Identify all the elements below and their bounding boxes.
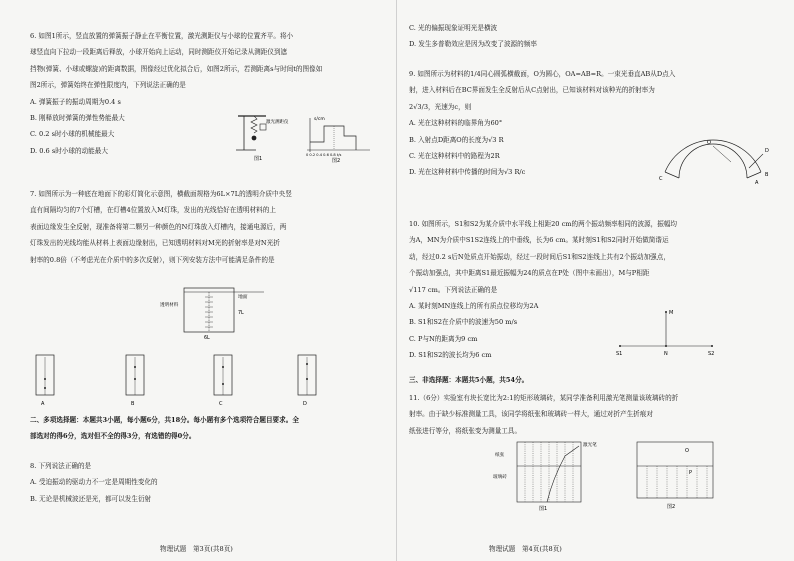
- q7-options: [30, 353, 360, 408]
- q11-figures: [487, 438, 757, 513]
- q9-option: A. 光在这种材料的临界角为60°: [409, 119, 503, 128]
- q10-line: 为A，MN为介质中S1S2连线上的中垂线，长为6 cm。某时刻S1和S2同时开始做简谐运: [409, 236, 669, 245]
- q9-line: 射，进入材料后在BC界面发生全反射后从C点射出，已知该材料对该种光的折射率为: [409, 86, 655, 95]
- q7-option-figures: [30, 353, 360, 409]
- right-page-footer: 物理试题 第4页(共8页): [489, 545, 562, 553]
- q7-option-c-label: C: [219, 401, 223, 407]
- q10-line: √117 cm。下列说法正确的是: [409, 285, 498, 294]
- q11-caption-2: 图2: [667, 504, 676, 510]
- q9-label-o: O: [707, 140, 711, 146]
- q9-option: D. 光在这种材料中传播的时间为√3 R/c: [409, 168, 526, 177]
- q10-line: 动，经过0.2 s后N处质点开始振动，经过一段时间后S1和S2连线上共有2个振动加强点，: [409, 252, 670, 261]
- q9-label-d: D: [765, 148, 769, 154]
- q11-label-glass: 玻璃砖: [493, 475, 507, 480]
- fig1-caption: 图1: [254, 156, 263, 162]
- q6-option: C. 0.2 s时小球的机械能最大: [30, 130, 115, 139]
- q7-line: 射率的0.8倍（不考虑光在介质中的多次反射），则下列安装方法中可能满足条件的是: [30, 255, 275, 264]
- fig2-caption: 图2: [332, 158, 341, 164]
- q6-figure-2: [306, 116, 370, 164]
- q9-option: B. 入射点D距离O的长度为√3 R: [409, 135, 504, 144]
- question-10: [409, 216, 779, 364]
- q10-line: 个振动加强点，其中距离S1最近振幅为24的质点在P处（图中未画出），M与P相距: [409, 269, 650, 278]
- section-3-header: [409, 372, 779, 388]
- q7-option-d: [298, 355, 316, 407]
- q6-figures: [232, 112, 382, 164]
- q11-label-p: P: [689, 470, 693, 476]
- q7-line: 灯珠发出的光线均能从材料上表面边缘射出，已知透明材料对M光的折射率是对N光折: [30, 239, 280, 248]
- q6-option: A. 弹簧振子的振动周期为0.4 s: [30, 97, 121, 106]
- q10-option: C. P与N的距离为9 cm: [409, 334, 478, 343]
- q11-caption-1: 图1: [539, 506, 548, 512]
- q7-width-label: 6L: [204, 336, 210, 341]
- q10-label-s2: S2: [708, 351, 715, 357]
- q7-line: 7. 如图所示为一种底在地面下的彩灯简化示意图，横截面规格为6L×7L的透明介质中央竖: [30, 190, 292, 198]
- q11-figure-2: [637, 442, 713, 510]
- q11-figure-1: [493, 441, 597, 512]
- q8-option: A. 受迫振动的驱动力不一定是周期性变化的: [30, 478, 158, 487]
- q9-line: 9. 如图所示为材料的1/4同心圆弧横截面，O为圆心，OA=AB=R。一束光垂直AB从D点入: [409, 70, 676, 78]
- q7-height-label: 7L: [238, 311, 244, 316]
- q8-stem: 8. 下列说法正确的是: [30, 462, 92, 470]
- q9-label-b: B: [765, 172, 769, 178]
- q9-label-a: A: [755, 180, 759, 186]
- q7-option-a: [36, 355, 54, 407]
- q9-line: 2√3/3，光速为c，则: [409, 102, 472, 111]
- q9-figure: [645, 136, 775, 196]
- q6-option: B. 刚释放时弹簧的弹性势能最大: [30, 114, 125, 123]
- q7-option-b-label: B: [131, 401, 135, 407]
- q6-line: 球竖直向下拉动一段距离后释放，小球开始向上运动，同时测距仪开始记录从测距仪到遮: [30, 48, 288, 57]
- left-page-footer: 物理试题 第3页(共8页): [160, 545, 233, 553]
- q7-option-d-label: D: [303, 401, 307, 407]
- q10-label-n: N: [664, 351, 668, 357]
- q6-figure-1: [236, 116, 289, 162]
- question-11: [409, 390, 779, 439]
- question-8: [30, 458, 390, 507]
- q7-material-label: 透明材料: [160, 303, 179, 308]
- q10-option: D. S1和S2的波长均为6 cm: [409, 351, 492, 360]
- fig2-ylabel: s/cm: [314, 117, 325, 122]
- q11-label-o: O: [685, 448, 689, 454]
- q7-option-a-label: A: [41, 401, 45, 407]
- question-7: [30, 186, 390, 268]
- q7-ground-label: 地面: [238, 295, 248, 300]
- section-2-line: 二、多项选择题：本题共3小题，每小题6分，共18分。每小题有多个选项符合题目要求。全: [30, 416, 299, 424]
- q11-label-paper: 纸张: [495, 453, 505, 458]
- q11-line: 纸张进行等分，将纸张变为测量工具。: [409, 426, 522, 435]
- q7-figure: [160, 286, 280, 342]
- q7-option-c: [214, 355, 232, 407]
- q10-option: A. 某时刻MN连线上的所有质点位移均为2A: [409, 302, 539, 311]
- q11-label-laser: 激光笔: [583, 443, 597, 448]
- q7-line: 表面边缘发生全反射，现准备将第二颗另一种颜色的N灯珠放入灯槽内，接通电源后，两: [30, 222, 287, 231]
- fig2-xlabel: 0 0.2 0.4 0.6 0.8 t/s: [306, 153, 342, 157]
- q9-label-c: C: [659, 176, 663, 182]
- q8-option: B. 无论是机械波还是光，都可以发生衍射: [30, 494, 152, 503]
- q11-line: 射率。由于缺少标准测量工具，该同学将纸张和玻璃砖一样大，通过对折产生折痕对: [409, 410, 653, 419]
- q7-option-b: [126, 355, 144, 407]
- q11-line: 11.（6分）实验室有块长宽比为2:1的矩形玻璃砖，某同学准备利用激光笔测量该玻璃砖的折: [409, 394, 679, 402]
- q10-figure: [612, 306, 722, 362]
- q8-option: D. 发生多普勒效应是因为改变了波源的频率: [409, 40, 537, 49]
- q6-line: 挡物(弹簧、小球或螺旋)的距离数据，图像经过优化拟合后，如图2所示，若测距离s与时间t的图像如: [30, 64, 323, 73]
- q9-option: C. 光在这种材料中的路程为2R: [409, 152, 500, 161]
- section-2-line: 部选对的得6分，选对但不全的得3分，有选错的得0分。: [30, 432, 196, 441]
- question-8-continued: [409, 20, 779, 53]
- q10-option: B. S1和S2在介质中的波速为50 m/s: [409, 318, 518, 327]
- q6-line: 图2所示，弹簧始终在弹性限度内，下列说法正确的是: [30, 81, 186, 90]
- q7-line: 直有间隔均匀的7个灯槽，在灯槽4位置放入M灯珠，发出的光线恰好在透明材料的上: [30, 206, 276, 215]
- q6-option: D. 0.6 s时小球的动能最大: [30, 146, 108, 155]
- fig1-label: 激光测距仪: [266, 120, 289, 125]
- q10-label-m: M: [669, 310, 674, 316]
- section-2-header: [30, 412, 390, 445]
- right-page: [397, 0, 794, 561]
- q8-option: C. 光的偏振现象证明光是横波: [409, 24, 498, 32]
- q10-line: 10. 如图所示，S1和S2为某介质中水平线上相距20 cm的两个振动频率相同的波源，振幅均: [409, 220, 678, 228]
- section-3-line: 三、非选择题：本题共5小题，共54分。: [409, 376, 529, 384]
- q10-label-s1: S1: [616, 351, 623, 357]
- q6-line: 6. 如图1所示，竖直放置的弹簧振子静止在平衡位置，激光测距仪与小球的位置齐平。将小: [30, 32, 294, 40]
